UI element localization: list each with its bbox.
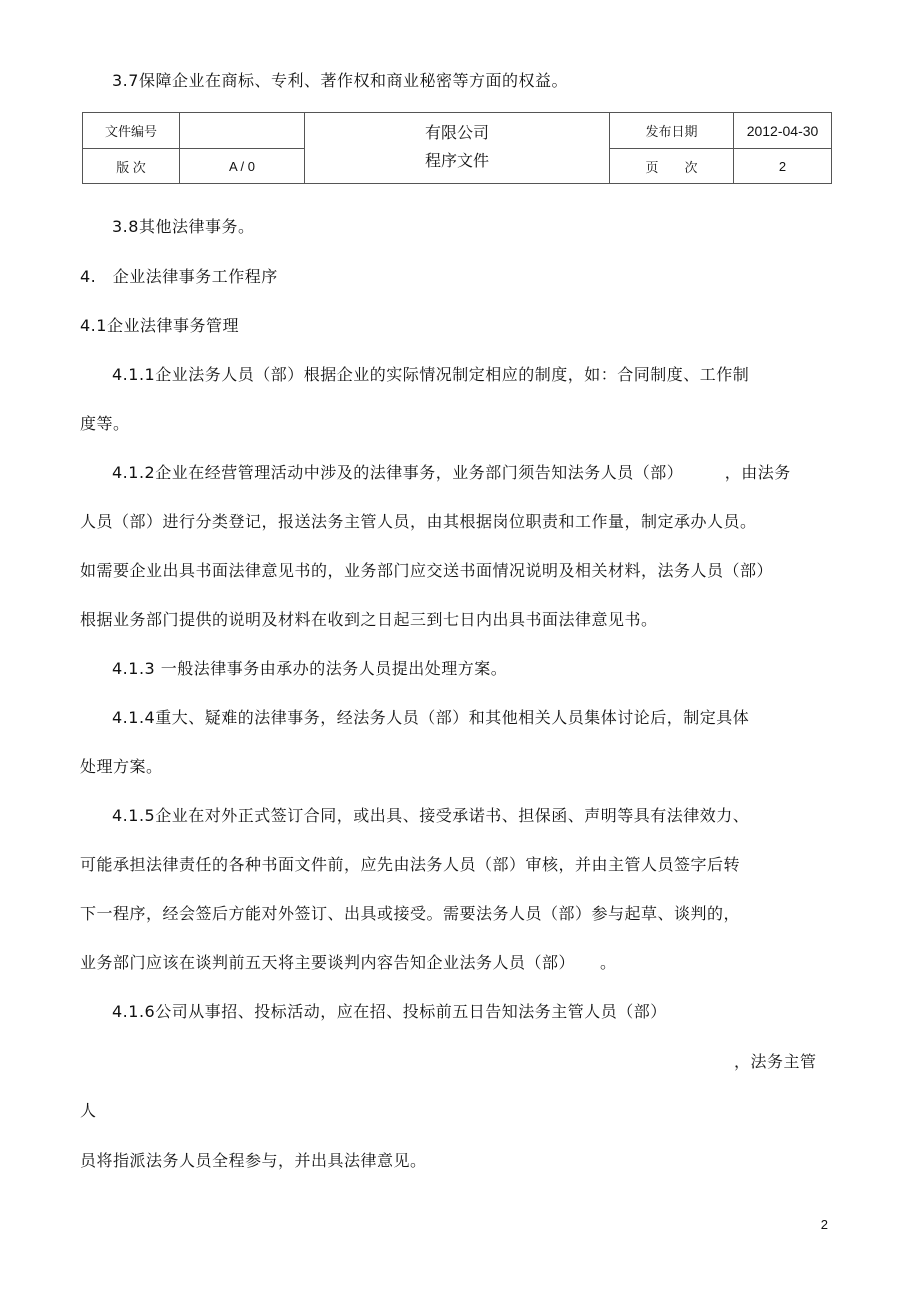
paragraph-4-1-4-line2: 处理方案。 (80, 757, 163, 776)
paragraph-4-1-2-line3: 如需要企业出具书面法律意见书的，业务部门应交送书面情况说明及相关材料，法务人员（部） (80, 561, 774, 580)
paragraph-4-1-6-line3: 人 (80, 1101, 97, 1120)
company-name: 有限公司 (424, 125, 489, 142)
paragraph-4-1-5-line2: 可能承担法律责任的各种书面文件前，应先由法务人员（部）审核，并由主管人员签字后转 (80, 855, 741, 874)
paragraph-4-1-1-line1: 4.1.1企业法务人员（部）根据企业的实际情况制定相应的制度，如：合同制度、工作制 (112, 365, 750, 384)
version-value: A / 0 (180, 149, 305, 184)
paragraph-4-1-1-line2: 度等。 (80, 414, 130, 433)
item-3-8: 3.8其他法律事务。 (112, 217, 255, 236)
paragraph-4-1-6-line4: 员将指派法务人员全程参与，并出具法律意见。 (80, 1151, 427, 1170)
page-label: 页 次 (610, 149, 734, 184)
paragraph-4-1-4-line1: 4.1.4重大、疑难的法律事务，经法务人员（部）和其他相关人员集体讨论后，制定具体 (112, 708, 750, 727)
paragraph-4-1-6-line2: ，法务主管 (734, 1052, 817, 1071)
document-header-table (82, 112, 832, 184)
page-number: 2 (820, 1217, 828, 1232)
paragraph-4-1-2-line2: 人员（部）进行分类登记，报送法务主管人员，由其根据岗位职责和工作量，制定承办人员。 (80, 512, 757, 531)
doc-no-value (180, 113, 305, 149)
paragraph-4-1-5-line1: 4.1.5企业在对外正式签订合同，或出具、接受承诺书、担保函、声明等具有法律效力、 (112, 806, 750, 825)
doc-no-label: 文件编号 (83, 113, 180, 149)
paragraph-4-1-3: 4.1.3 一般法律事务由承办的法务人员提出处理方案。 (112, 659, 508, 678)
paragraph-4-1-2-line1: 4.1.2企业在经营管理活动中涉及的法律事务，业务部门须告知法务人员（部） ，由法务 (112, 463, 791, 482)
paragraph-4-1-5-line4: 业务部门应该在谈判前五天将主要谈判内容告知企业法务人员（部） 。 (80, 953, 617, 972)
page-value: 2 (734, 149, 832, 184)
section-4-heading: 4. 企业法律事务工作程序 (80, 267, 278, 286)
paragraph-4-1-6-line1: 4.1.6公司从事招、投标活动，应在招、投标前五日告知法务主管人员（部） (112, 1002, 667, 1021)
publish-date-label: 发布日期 (610, 113, 734, 149)
paragraph-4-1-5-line3: 下一程序，经会签后方能对外签订、出具或接受。需要法务人员（部）参与起草、谈判的， (80, 904, 741, 923)
paragraph-4-1-2-line4: 根据业务部门提供的说明及材料在收到之日起三到七日内出具书面法律意见书。 (80, 610, 658, 629)
header-title-cell (305, 113, 610, 184)
publish-date-value: 2012-04-30 (734, 113, 832, 149)
doc-type: 程序文件 (424, 153, 489, 170)
section-4-1-heading: 4.1企业法律事务管理 (80, 316, 239, 335)
item-3-7: 3.7保障企业在商标、专利、著作权和商业秘密等方面的权益。 (112, 71, 568, 90)
version-label: 版 次 (83, 149, 180, 184)
